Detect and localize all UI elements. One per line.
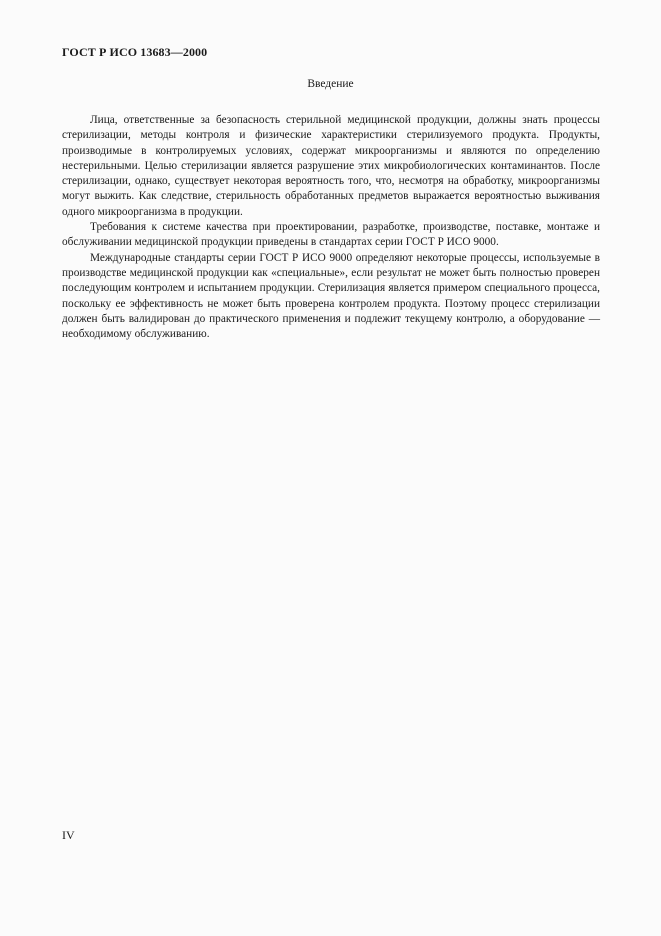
body-text	[62, 113, 600, 342]
page-number: IV	[62, 828, 75, 842]
section-title: Введение	[307, 78, 354, 90]
paragraph-intro: Лица, ответственные за безопасность стерильной медицинской продукции, должны знать процессы стерилизации, методы контроля и физические характеристики стерилизуемого продукта. Продукты, производимые в контролируемых условиях, содержат микроорганизмы и являются по определению нестерильными. Целью стерилизации является разрушение этих микробиологических контаминантов. После стерилизации, однако, существует некоторая вероятность того, что, несмотря на обработку, микроорганизмы могут выжить. Как следствие, стерильность обработанных предметов выражается вероятностью выживания одного микроорганизма в продукции.	[62, 114, 600, 218]
standard-code-header: ГОСТ Р ИСО 13683—2000	[62, 45, 208, 59]
paragraph-quality-requirements: Требования к системе качества при проектировании, разработке, производстве, поставке, монтаже и обслуживании медицинской продукции приведены в стандартах серии ГОСТ Р ИСО 9000.	[62, 221, 600, 249]
paragraph-iso-9000: Международные стандарты серии ГОСТ Р ИСО 9000 определяют некоторые процессы, используемые в производстве медицинской продукции как «специальные», если результат не может быть полностью проверен последующим контролем и испытанием продукции. Стерилизация является примером специального процесса, поскольку ее эффективность не может быть проверена контролем продукта. Поэтому процесс стерилизации должен быть валидирован до практического применения и подлежит текущему контролю, а оборудование — необходимому обслуживанию.	[62, 251, 600, 341]
